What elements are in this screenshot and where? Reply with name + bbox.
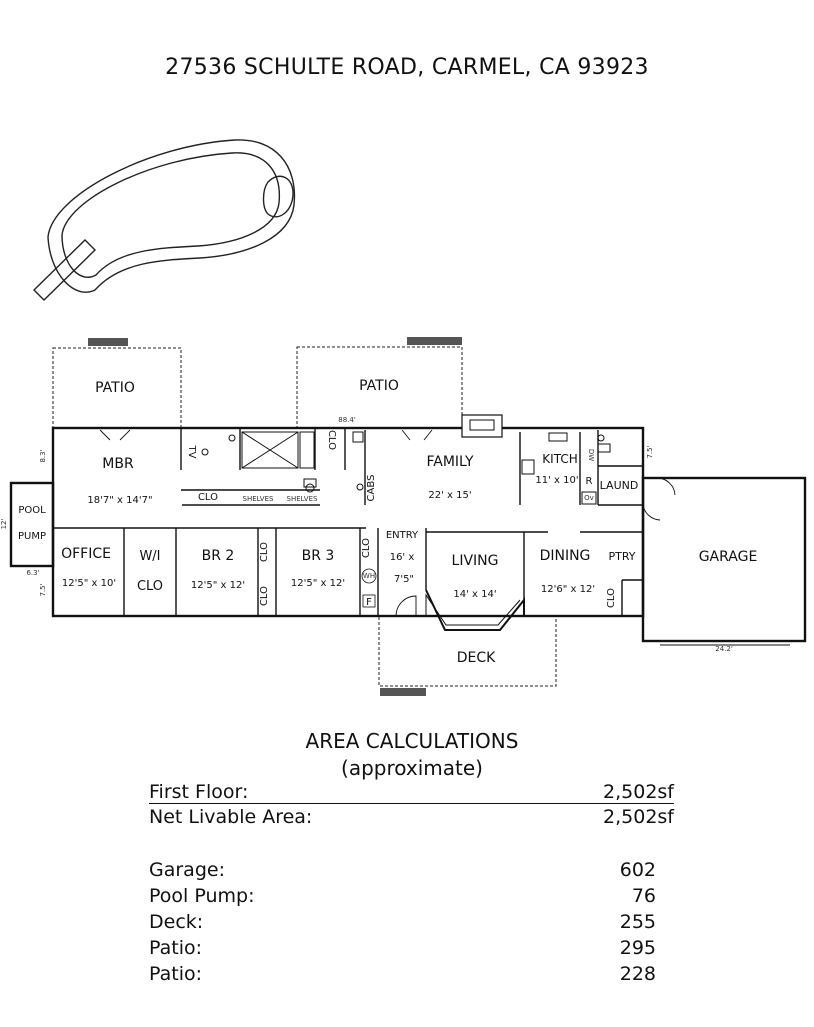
dim-left-b: 12' [0, 518, 8, 530]
area-row-value: 76 [631, 885, 656, 907]
entry-dimensions-2: 7'5" [393, 574, 415, 585]
area-row-label: First Floor: [149, 781, 249, 803]
living-label: LIVING [451, 553, 499, 569]
area-row-label: Deck: [149, 911, 204, 933]
closet-label-br2b: CLO [259, 585, 270, 607]
shelves-label-2: SHELVES [286, 495, 318, 503]
area-row-value: 295 [619, 937, 656, 959]
furnace-label: F [366, 597, 372, 608]
entry-dimensions-1: 16' x [389, 552, 415, 563]
area-row-label: Patio: [149, 937, 203, 959]
kitchen-label: KITCH [542, 452, 578, 466]
area-row-first-floor [149, 781, 674, 805]
office-dimensions: 12'5" x 10' [61, 578, 117, 589]
tv-label: TV [186, 445, 197, 459]
area-row-value: 2,502sf [603, 806, 674, 828]
living-dimensions: 14' x 14' [453, 589, 497, 600]
water-heater-label: WH [362, 572, 376, 580]
deck-label: DECK [456, 650, 496, 666]
office-label: OFFICE [61, 546, 111, 562]
page-title: 27536 SCHULTE ROAD, CARMEL, CA 93923 [165, 55, 649, 80]
mbr-dimensions: 18'7" x 14'7" [87, 495, 153, 506]
family-dimensions: 22' x 15' [428, 490, 472, 501]
area-row-patio-1 [149, 937, 656, 961]
dining-label: DINING [539, 548, 591, 564]
area-row-deck [149, 911, 656, 935]
area-row-label: Garage: [149, 859, 225, 881]
area-row-patio-2 [149, 963, 656, 987]
area-row-value: 228 [619, 963, 656, 985]
br2-label: BR 2 [201, 548, 235, 564]
dishwasher-label: DW [587, 448, 595, 462]
area-row-label: Net Livable Area: [149, 806, 313, 828]
area-row-garage [149, 859, 656, 883]
closet-label-ptry: CLO [606, 587, 617, 609]
area-title: AREA CALCULATIONS [305, 729, 519, 753]
closet-label-bath: CLO [326, 429, 337, 451]
cabinets-label: CABS [366, 474, 377, 502]
pool-pump-label-2: PUMP [17, 531, 47, 542]
pool-pump-label-1: POOL [18, 505, 46, 516]
pool-pump-room [11, 483, 53, 566]
mbr-label: MBR [102, 456, 134, 472]
area-row-label: Patio: [149, 963, 203, 985]
kitchen-dimensions: 11' x 10' [535, 475, 579, 486]
area-row-value: 602 [619, 859, 656, 881]
family-label: FAMILY [426, 454, 474, 470]
dim-garage-width: 24.2' [715, 645, 733, 653]
refrigerator-label: R [585, 476, 593, 487]
shelves-label-1: SHELVES [242, 495, 274, 503]
divider [149, 803, 674, 804]
area-row-value: 2,502sf [603, 781, 674, 803]
area-subtitle: (approximate) [341, 756, 483, 780]
dim-top: 88.4' [338, 416, 356, 424]
br2-dimensions: 12'5" x 12' [190, 580, 246, 591]
dim-left-a: 8.3' [39, 449, 47, 463]
closet-label-br3: CLO [361, 537, 372, 559]
entry-label: ENTRY [385, 530, 419, 541]
pool-icon [34, 140, 294, 300]
br3-dimensions: 12'5" x 12' [290, 578, 346, 589]
walk-in-closet-label-2: CLO [136, 579, 164, 594]
area-row-pool-pump [149, 885, 656, 909]
oven-label: Ov [584, 494, 594, 502]
dim-left-c: 6.3' [26, 569, 40, 577]
closet-label-br2: CLO [259, 541, 270, 563]
br3-label: BR 3 [301, 548, 335, 564]
dim-right-a: 7.5' [646, 445, 654, 459]
patio-right-label: PATIO [359, 378, 399, 394]
area-row-label: Pool Pump: [149, 885, 255, 907]
area-row-net-livable [149, 806, 674, 830]
dining-dimensions: 12'6" x 12' [540, 584, 596, 595]
laundry-label: LAUND [599, 479, 639, 492]
pantry-label: PTRY [608, 550, 636, 563]
area-row-value: 255 [619, 911, 656, 933]
patio-left-label: PATIO [95, 380, 135, 396]
dim-left-d: 7.5' [39, 583, 47, 597]
closet-label-mbr: CLO [197, 492, 219, 503]
garage-label: GARAGE [698, 549, 758, 565]
walk-in-closet-label-1: W/I [139, 549, 161, 564]
